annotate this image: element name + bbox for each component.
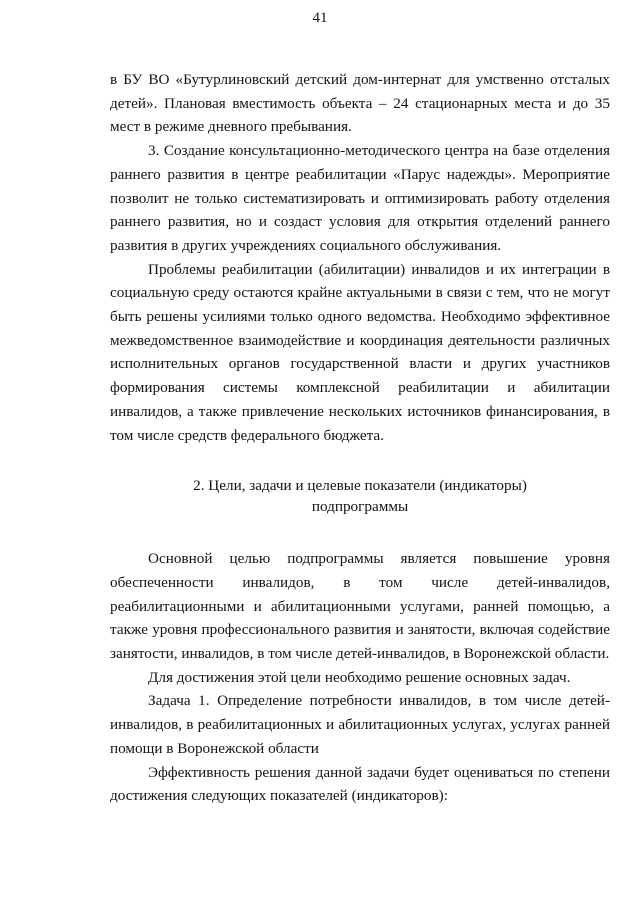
section-heading-line2: подпрограммы	[311, 498, 409, 516]
paragraph-main-goal: Основной целью подпрограммы является повышение уровня обеспеченности инвалидов, в том числе детей-инвалидов, реабилитационными и абилитационными услугами, ранней помощью, а также уровня профессионального развития и занятости, включая содействие занятости, инвалидов, в том числе детей-инвалидов, в Воронежской области.	[110, 550, 610, 663]
paragraph-task-1: Задача 1. Определение потребности инвалидов, в том числе детей-инвалидов, в реабилитационных и абилитационных услугах, услугах ранней помощи в Воронежской области	[110, 692, 610, 757]
paragraph-continuation: в БУ ВО «Бутурлиновский детский дом-интернат для умственно отсталых детей». Плановая вместимость объекта – 24 стационарных места и до 35 мест в режиме дневного пребывания.	[110, 71, 610, 136]
paragraph-problems: Проблемы реабилитации (абилитации) инвалидов и их интеграции в социальную среду остаются крайне актуальными в связи с тем, что не могут быть решены усилиями только одного ведомства. Необходимо эффективное межведомственное взаимодействие и координация деятельности различных исполнительных органов государственной власти и других участников формирования системы комплексной реабилитации и абилитации инвалидов, а также привлечение нескольких источников финансирования, в том числе средств федерального бюджета.	[110, 260, 610, 444]
page-number: 41	[312, 10, 328, 26]
paragraph-item-3: 3. Создание консультационно-методического центра на базе отделения раннего развития в центре реабилитации «Парус надежды». Мероприятие позволит не только систематизировать и оптимизировать работу отделения раннего развития, но и создаст условия для открытия отделений раннего развития в других учреждениях социального обслуживания.	[110, 142, 610, 254]
document-body	[110, 68, 610, 808]
paragraph-effectiveness: Эффективность решения данной задачи будет оцениваться по степени достижения следующих показателей (индикаторов):	[110, 763, 610, 805]
section-heading-line1: 2. Цели, задачи и целевые показатели (индикаторы)	[193, 477, 527, 495]
section-heading	[110, 475, 610, 517]
paragraph-tasks-intro: Для достижения этой цели необходимо решение основных задач.	[148, 668, 571, 686]
